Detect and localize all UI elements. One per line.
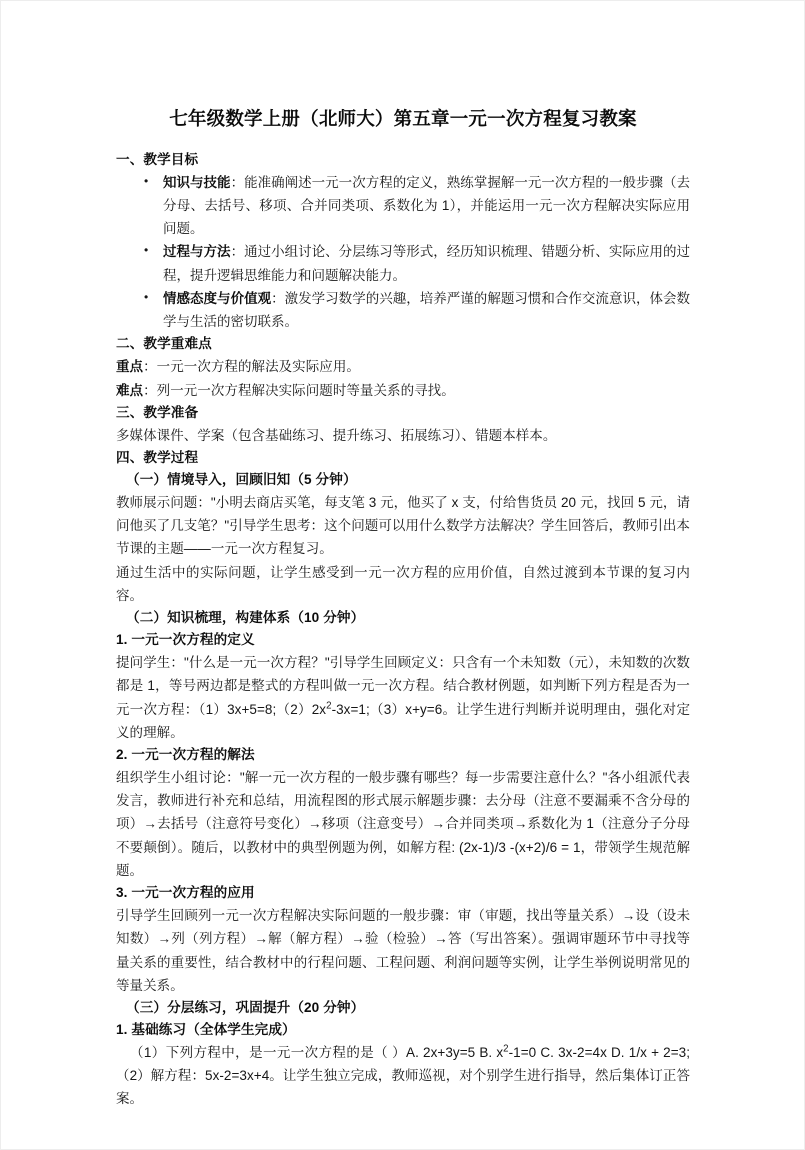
subheading-solution-method: 2. 一元一次方程的解法 [116, 747, 255, 763]
list-item [116, 240, 690, 286]
subheading-definition: 1. 一元一次方程的定义 [116, 632, 255, 648]
objectives-list [116, 171, 690, 334]
difficulty-separator: ： [143, 382, 157, 398]
exponent-two: 2 [326, 700, 332, 712]
stage1-paragraph-2: 通过生活中的实际问题，让学生感受到一元一次方程的应用价值，自然过渡到本节课的复习内容。 [116, 564, 690, 603]
application-text: 引导学生回顾列一元一次方程解决实际问题的一般步骤：审（审题，找出等量关系）→设（设未知数）→列（列方程）→解（解方程）→验（检验）→答（写出答案）。强调审题环节中寻找等量关系的重要性，结合教材中的行程问题、工程问题、利润问题等实例，让学生举例说明常见的等量关系。 [116, 908, 690, 993]
exponent-two: 2 [503, 1043, 509, 1055]
objective-lead: 情感态度与价值观 [163, 290, 272, 306]
stage-heading-knowledge-review: （二）知识梳理，构建体系（10 分钟） [126, 610, 365, 626]
section-heading-preparation: 三、教学准备 [116, 404, 199, 420]
basic-practice-text [116, 1041, 690, 1111]
basic-practice-part-a: （1）下列方程中，是一元一次方程的是（ ）A. 2x+3y=5 B. x [130, 1045, 504, 1061]
stage-heading-introduction: （一）情境导入，回顾旧知（5 分钟） [126, 472, 357, 487]
key-point-difficulty [116, 379, 690, 402]
basic-practice-part-b: -1=0 C. 3x-2=4x D. 1/x + 2=3;（2）解方程：5x-2=3x+4。让学生独立完成，教师巡视，对个别学生进行指导，然后集体订正答案。 [116, 1045, 690, 1107]
stage-heading-layered-practice: （三）分层练习，巩固提升（20 分钟） [126, 1000, 365, 1016]
difficulty-lead: 难点 [116, 382, 144, 398]
definition-text-part-a: 提问学生："什么是一元一次方程？"引导学生回顾定义：只含有一个未知数（元），未知数的次数都是 1，等号两边都是整式的方程叫做一元一次方程。结合教材例题，如判断下列方程是否为一元一次方程：（1）3x+5=8;（2）2x [116, 655, 690, 717]
subheading-application: 3. 一元一次方程的应用 [116, 885, 255, 901]
focus-separator: ： [143, 359, 157, 375]
definition-text-part-b: -3x=1;（3）x+y=6。让学生进行判断并说明理由，强化对定义的理解。 [116, 701, 690, 740]
preparation-text: 多媒体课件、学案（包含基础练习、提升练习、拓展练习）、错题本样本。 [116, 427, 557, 443]
section-heading-process: 四、教学过程 [116, 449, 199, 465]
list-item [116, 287, 690, 333]
document-sheet [1, 1, 804, 1111]
focus-lead: 重点 [116, 359, 144, 375]
subheading-basic-practice: 1. 基础练习（全体学生完成） [116, 1022, 296, 1038]
focus-text: 一元一次方程的解法及实际应用。 [156, 359, 360, 375]
objective-lead: 过程与方法 [163, 244, 231, 260]
objective-text: 通过小组讨论、分层练习等形式，经历知识梳理、错题分析、实际应用的过程，提升逻辑思维能力和问题解决能力。 [163, 244, 691, 283]
key-point-focus [116, 355, 690, 378]
objective-separator: ： [230, 174, 245, 190]
definition-text [116, 651, 690, 744]
difficulty-text: 列一元一次方程解决实际问题时等量关系的寻找。 [156, 382, 455, 398]
page-title: 七年级数学上册（北师大）第五章一元一次方程复习教案 [169, 108, 637, 129]
stage1-paragraph-1: 教师展示问题："小明去商店买笔，每支笔 3 元，他买了 x 支，付给售货员 20 元，找回 5 元，请问他买了几支笔？"引导学生思考：这个问题可以用什么数学方法解决？学生回答后，教师引出本节课的主题——一元一次方程复习。 [116, 495, 690, 557]
objective-separator: ： [230, 244, 245, 260]
section-heading-objectives: 一、教学目标 [116, 151, 199, 167]
objective-text: 能准确阐述一元一次方程的定义，熟练掌握解一元一次方程的一般步骤（去分母、去括号、移项、合并同类项、系数化为 1），并能运用一元一次方程解决实际应用问题。 [163, 174, 691, 237]
section-heading-key-points: 二、教学重难点 [116, 336, 212, 352]
list-item [116, 171, 690, 241]
objective-separator: ： [271, 290, 285, 306]
solution-method-text: 组织学生小组讨论："解一元一次方程的一般步骤有哪些？每一步需要注意什么？"各小组派代表发言，教师进行补充和总结，用流程图的形式展示解题步骤：去分母（注意不要漏乘不含分母的项）→去括号（注意符号变化）→移项（注意变号）→合并同类项→系数化为 1（注意分子分母不要颠倒）。随后，以教材中的典型例题为例，如解方程: (2x-1)/3 -(x+2)/6 = 1，带领学生规范解题。 [116, 770, 690, 878]
objective-lead: 知识与技能 [163, 174, 231, 190]
objective-text: 激发学习数学的兴趣，培养严谨的解题习惯和合作交流意识，体会数学与生活的密切联系。 [163, 290, 691, 330]
